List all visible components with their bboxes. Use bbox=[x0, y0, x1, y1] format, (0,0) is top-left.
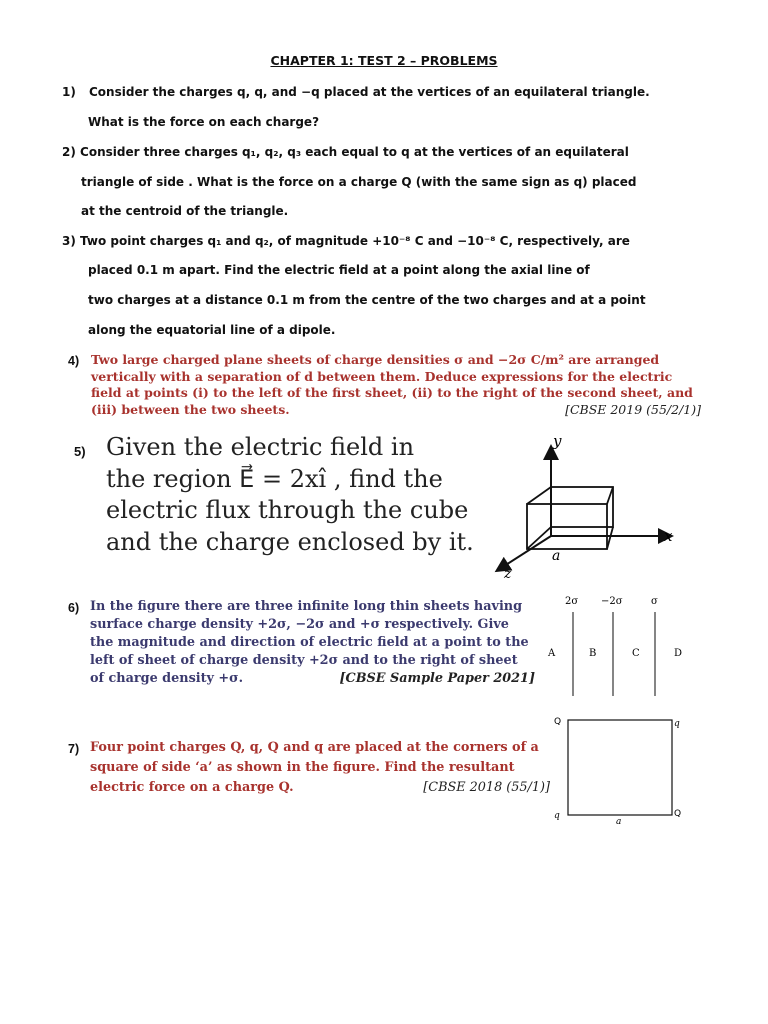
y-axis-label: y bbox=[553, 432, 562, 450]
question-5-block bbox=[106, 432, 486, 558]
question-6-text: In the figure there are three infinite long thin sheets having surface charge density +2σ, −2σ and +σ respectively. Give the magnitude and direction of electric field at a point to the left of sheet of charge density +2σ and to the right of sheet of charge density +σ. bbox=[90, 599, 529, 686]
question-4-block bbox=[91, 352, 701, 418]
cube-side-label: a bbox=[552, 548, 561, 564]
sheet-label-2: −2σ bbox=[601, 596, 623, 607]
square bbox=[568, 720, 672, 815]
question-4-number: 4) bbox=[68, 354, 80, 368]
question-6-block bbox=[90, 598, 535, 688]
square-charges-figure bbox=[548, 710, 698, 830]
question-5-line-3: electric flux through the cube bbox=[106, 496, 469, 524]
z-axis bbox=[498, 536, 551, 570]
question-3-line-3: two charges at a distance 0.1 m from the centre of the two charges and at a point bbox=[88, 293, 646, 307]
question-1-number: 1) bbox=[62, 85, 76, 99]
question-3-line-2: placed 0.1 m apart. Find the electric field at a point along the axial line of bbox=[88, 263, 590, 277]
question-1-line-1: Consider the charges q, q, and −q placed at the vertices of an equilateral triangle. bbox=[89, 85, 650, 99]
region-label-b: B bbox=[589, 648, 597, 659]
corner-bottom-left: q bbox=[554, 811, 560, 821]
corner-bottom-right: Q bbox=[674, 809, 682, 819]
question-7-reference: [CBSE 2018 (55/1)] bbox=[423, 780, 550, 795]
question-5-line-4: and the charge enclosed by it. bbox=[106, 527, 474, 556]
region-label-d: D bbox=[674, 648, 683, 659]
question-5-number: 5) bbox=[74, 444, 86, 459]
region-label-c: C bbox=[632, 648, 640, 659]
question-6-reference: [CBSE Sample Paper 2021] bbox=[339, 671, 535, 686]
question-3-line-1: 3) Two point charges q₁ and q₂, of magnitude +10⁻⁸ C and −10⁻⁸ C, respectively, are bbox=[62, 234, 630, 248]
question-2-line-3: at the centroid of the triangle. bbox=[81, 204, 289, 218]
region-label-a: A bbox=[548, 648, 556, 659]
question-7-text: Four point charges Q, q, Q and q are placed at the corners of a square of side ‘a’ as shown in the figure. Find the resultant electric force on a charge Q. bbox=[90, 740, 539, 795]
question-3-line-4: along the equatorial line of a dipole. bbox=[88, 323, 336, 337]
cube bbox=[527, 487, 613, 549]
question-5-line-2: the region E⃗ = 2xî , find the bbox=[106, 464, 443, 493]
question-7-number: 7) bbox=[68, 742, 80, 756]
question-2-line-2: triangle of side . What is the force on a charge Q (with the same sign as q) placed bbox=[81, 175, 637, 189]
question-4-reference: [CBSE 2019 (55/2/1)] bbox=[565, 401, 701, 417]
square-side-label: a bbox=[616, 817, 622, 827]
page-title: CHAPTER 1: TEST 2 – PROBLEMS bbox=[270, 53, 498, 68]
z-axis-label: z bbox=[504, 566, 512, 582]
cube-axes-figure bbox=[480, 432, 690, 582]
sheet-label-1: 2σ bbox=[565, 596, 579, 607]
question-1-line-2: What is the force on each charge? bbox=[88, 115, 320, 129]
corner-top-left: Q bbox=[554, 717, 562, 727]
three-sheets-figure bbox=[540, 592, 700, 702]
corner-top-right: q bbox=[674, 719, 680, 729]
question-4-text: Two large charged plane sheets of charge densities σ and −2σ C/m² are arranged vertically with a separation of d between them. Deduce expressions for the electric field at points (i) to the left of the first sheet, (ii) to the right of the second sheet, and (iii) between the two sheets. bbox=[91, 352, 693, 417]
question-6-number: 6) bbox=[68, 601, 80, 615]
question-5-line-1: Given the electric field in bbox=[106, 433, 415, 461]
sheet-label-3: σ bbox=[651, 596, 658, 607]
x-axis-label: x bbox=[664, 527, 673, 545]
question-2-line-1: 2) Consider three charges q₁, q₂, q₃ each equal to q at the vertices of an equilateral bbox=[62, 145, 629, 159]
question-7-block bbox=[90, 738, 550, 798]
